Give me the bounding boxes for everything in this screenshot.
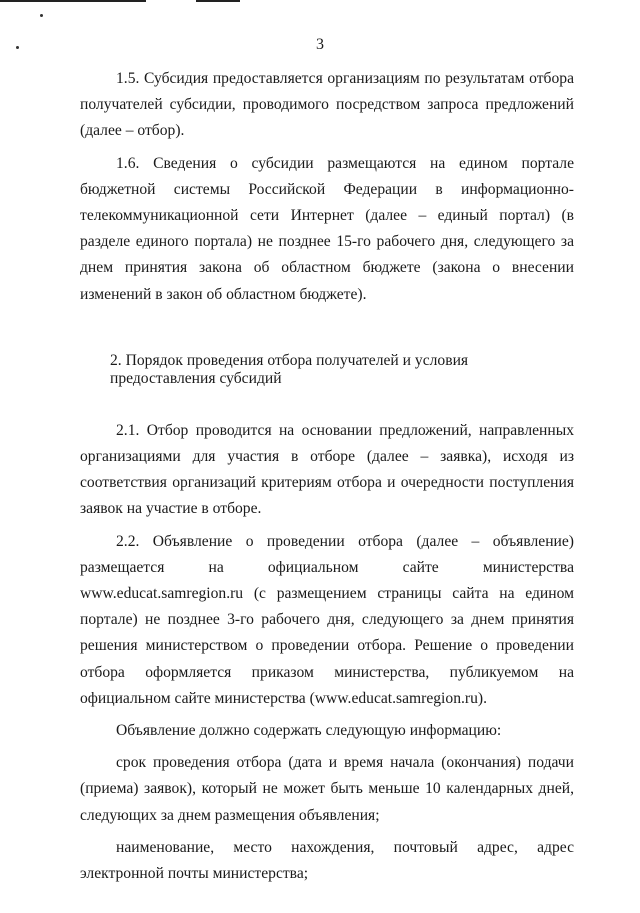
scan-edge-line-right (196, 0, 240, 2)
paragraph-2-2: 2.2. Объявление о проведении отбора (далее – объявление) размещается на официальном сайте министерства www.educat.samregion.ru (с размещением страницы сайта на едином портале) не позднее 3-го рабочего дня, следующего за днем принятия решения министерством о проведении отбора. Решение о проведении отбора оформляется приказом министерства, публикуемом на официальном сайте министерства (www.educat.samregion.ru). (80, 532, 574, 707)
section-heading-line-2: предоставления субсидий (110, 369, 282, 387)
paragraph-1-6: 1.6. Сведения о субсидии размещаются на едином портале бюджетной системы Российской Федерации в информационно-телекоммуникационной сети Интернет (далее – единый портал) (в разделе единого портала) не позднее 15-го рабочего дня, следующего за днем принятия закона об областном бюджете (закона о внесении изменений в закон об областном бюджете). (80, 154, 574, 303)
section-heading (80, 352, 574, 388)
paragraph-announcement-intro: Объявление должно содержать следующую информацию: (116, 722, 502, 740)
scan-edge-line-left (0, 0, 146, 2)
scan-dot-top (40, 14, 43, 17)
paragraph-selection-period: срок проведения отбора (дата и время начала (окончания) подачи (приема) заявок), который не может быть меньше 10 календарных дней, следующих за днем размещения объявления; (80, 754, 574, 824)
paragraph-2-1: 2.1. Отбор проводится на основании предложений, направленных организациями для участия в отборе (далее – заявка), исходя из соответствия организаций критериям отбора и очередности поступления заявок на участие в отборе. (80, 421, 574, 518)
section-heading-line-1: 2. Порядок проведения отбора получателей и условия (110, 351, 469, 369)
paragraph-1-5: 1.5. Субсидия предоставляется организациям по результатам отбора получателей субсидии, проводимого посредством запроса предложений (далее – отбор). (80, 70, 574, 140)
page-number: 3 (316, 36, 324, 53)
document-body (80, 66, 574, 893)
paragraph-ministry-address: наименование, место нахождения, почтовый адрес, адрес электронной почты министерства; (80, 838, 574, 883)
